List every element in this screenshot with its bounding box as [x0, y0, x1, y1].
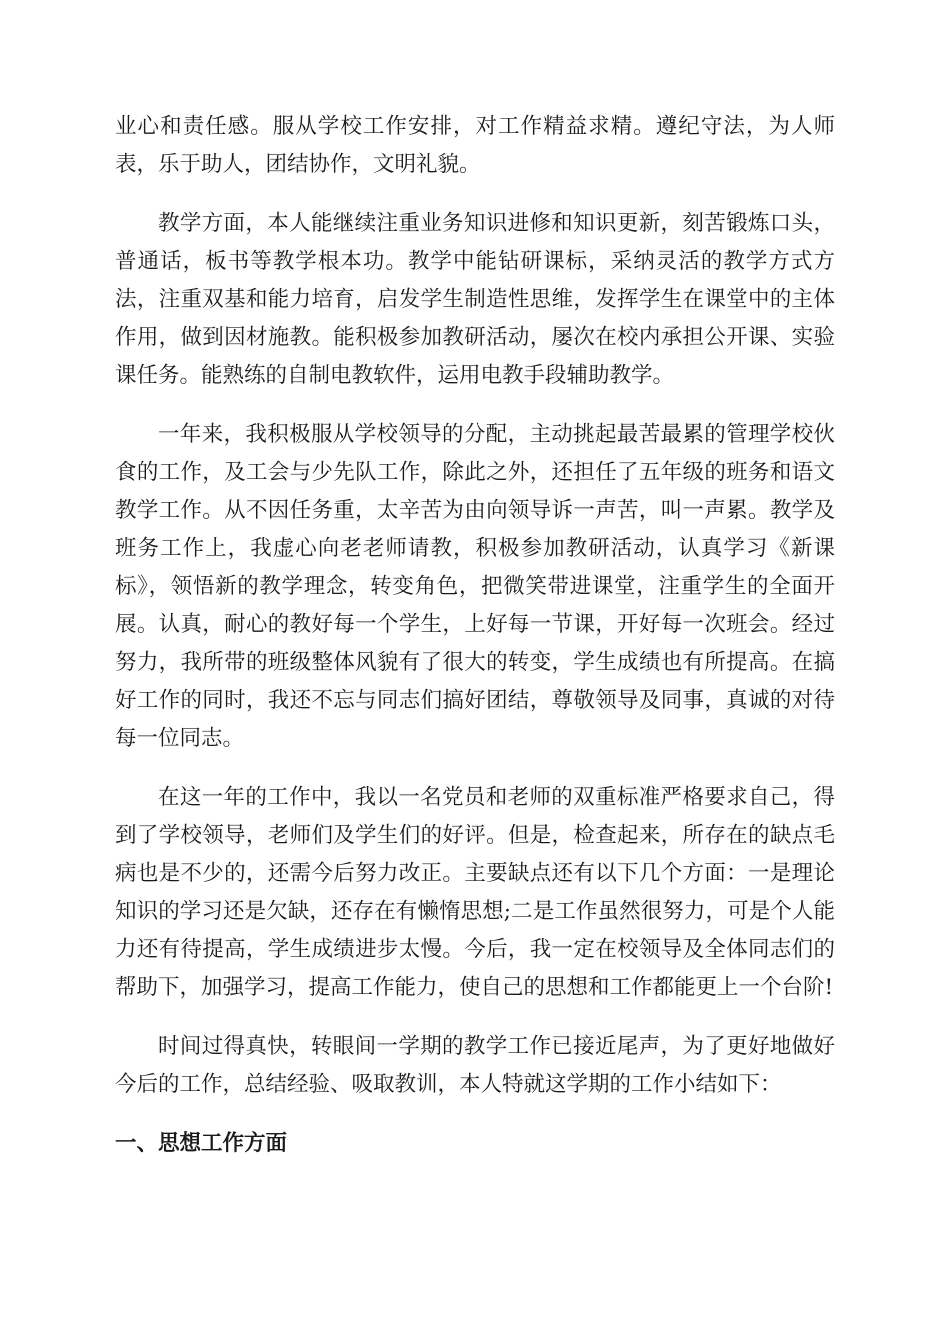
section-heading: 一、思想工作方面 — [115, 1131, 288, 1156]
paragraph-self-assessment: 在这一年的工作中，我以一名党员和老师的双重标准严格要求自己，得到了学校领导，老师们及学生们的好评。但是，检查起来，所存在的缺点毛病也是不少的，还需今后努力改正。主要缺点还有以下几个方面：一是理论知识的学习还是欠缺，还存在有懒惰思想;二是工作虽然很努力，可是个人能力还有待提高，学生成绩进步太慢。今后，我一定在校领导及全体同志们的帮助下，加强学习，提高工作能力，使自己的思想和工作都能更上一个台阶! — [115, 785, 835, 1000]
paragraph-teaching: 教学方面，本人能继续注重业务知识进修和知识更新，刻苦锻炼口头，普通话，板书等教学根本功。教学中能钻研课标，采纳灵活的教学方式方法，注重双基和能力培育，启发学生制造性思维，发挥学生在课堂中的主体作用，做到因材施教。能积极参加教研活动，屡次在校内承担公开课、实验课任务。能熟练的自制电教软件，运用电教手段辅助教学。 — [115, 211, 835, 388]
paragraph-continued: 业心和责任感。服从学校工作安排，对工作精益求精。遵纪守法，为人师表，乐于助人，团结协作，文明礼貌。 — [115, 114, 835, 177]
document-page — [115, 108, 835, 1163]
paragraph-semester-summary: 时间过得真快，转眼间一学期的教学工作已接近尾声，为了更好地做好今后的工作，总结经验、吸取教训，本人特就这学期的工作小结如下： — [115, 1034, 835, 1097]
paragraph-year-review: 一年来，我积极服从学校领导的分配，主动挑起最苦最累的管理学校伙食的工作，及工会与少先队工作，除此之外，还担任了五年级的班务和语文教学工作。从不因任务重，太辛苦为由向领导诉一声苦，叫一声累。教学及班务工作上，我虚心向老老师请教，积极参加教研活动，认真学习《新课标》，领悟新的教学理念，转变角色，把微笑带进课堂，注重学生的全面开展。认真，耐心的教好每一个学生，上好每一节课，开好每一次班会。经过努力，我所带的班级整体风貌有了很大的转变，学生成绩也有所提高。在搞好工作的同时，我还不忘与同志们搞好团结，尊敬领导及同事，真诚的对待每一位同志。 — [115, 422, 835, 751]
